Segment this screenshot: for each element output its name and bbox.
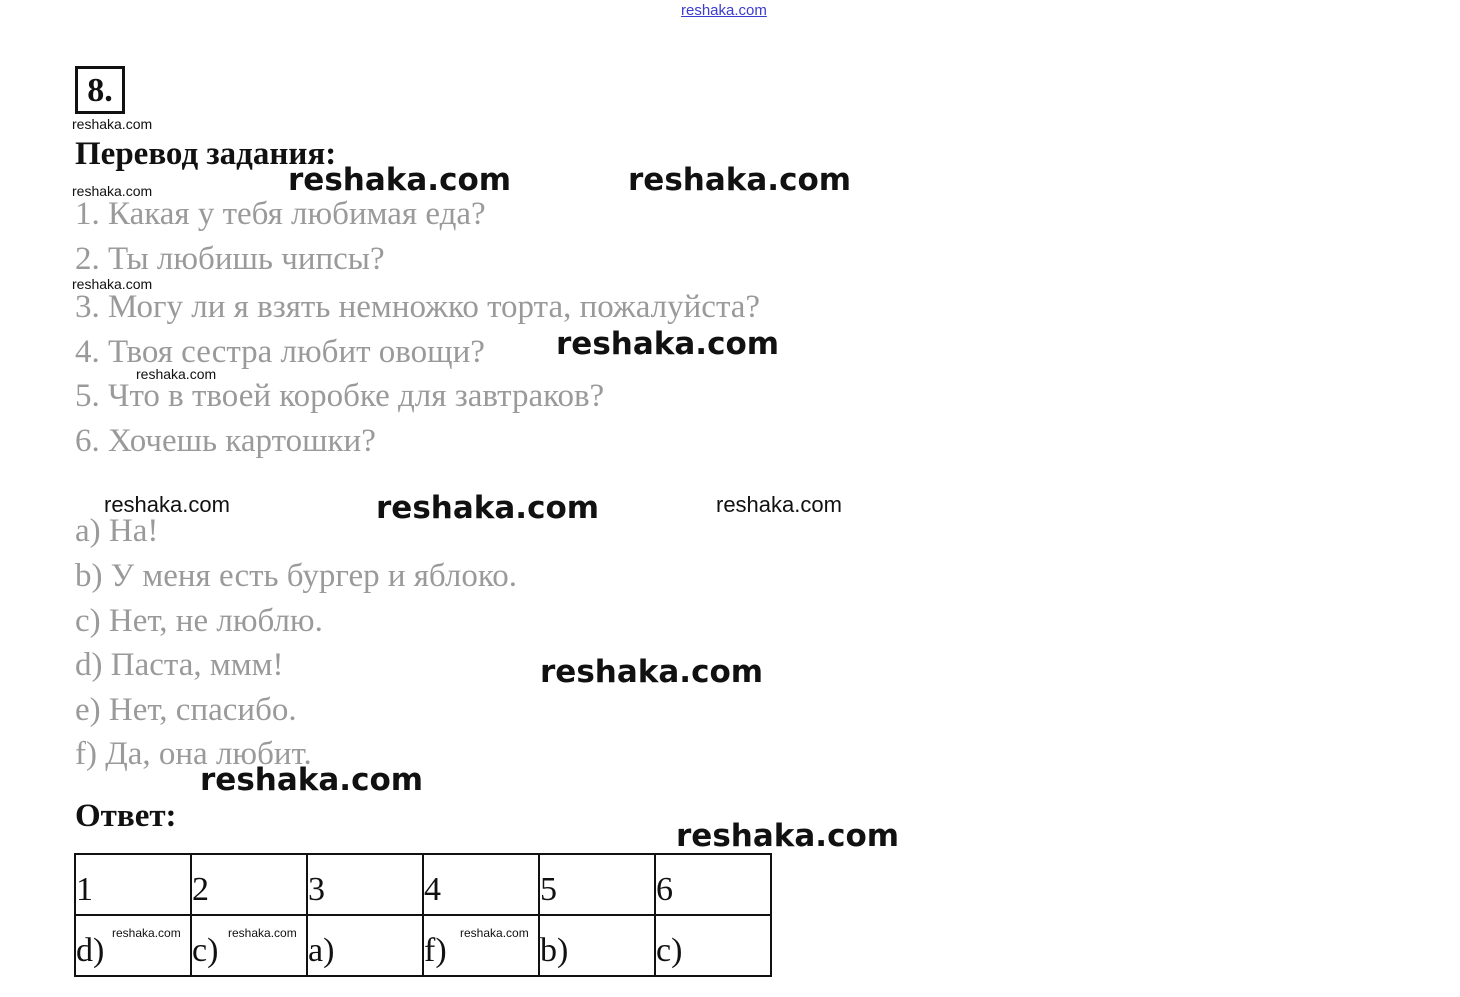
answer-f: f) Да, она любит. xyxy=(75,736,312,772)
table-cell: 5 xyxy=(539,854,655,915)
watermark: reshaka.com xyxy=(556,326,780,362)
task-number-box: 8. xyxy=(75,66,125,114)
watermark: reshaka.com xyxy=(676,818,900,854)
watermark: reshaka.com xyxy=(228,926,297,940)
table-cell: a) xyxy=(307,915,423,976)
table-cell: 2 xyxy=(191,854,307,915)
watermark: reshaka.com xyxy=(288,162,512,198)
answer-e: e) Нет, спасибо. xyxy=(75,692,297,728)
answer-a: a) На! xyxy=(75,513,159,549)
question-4: 4. Твоя сестра любит овощи? xyxy=(75,334,485,370)
watermark: reshaka.com xyxy=(136,366,217,382)
question-2: 2. Ты любишь чипсы? xyxy=(75,241,385,277)
answer-d: d) Паста, ммм! xyxy=(75,647,284,683)
answer-b: b) У меня есть бургер и яблоко. xyxy=(75,558,517,594)
table-cell: 4 xyxy=(423,854,539,915)
table-cell: d) reshaka.com xyxy=(75,915,191,976)
site-link[interactable]: reshaka.com xyxy=(681,2,767,19)
answer-table-number-row xyxy=(75,854,771,915)
question-1: 1. Какая у тебя любимая еда? xyxy=(75,196,486,232)
table-cell: 3 xyxy=(307,854,423,915)
question-3: 3. Могу ли я взять немножко торта, пожалуйста? xyxy=(75,289,761,325)
answer-table-letter-row xyxy=(75,915,771,976)
table-cell: 6 xyxy=(655,854,771,915)
watermark: reshaka.com xyxy=(460,926,529,940)
watermark: reshaka.com xyxy=(716,492,842,517)
table-cell: 1 xyxy=(75,854,191,915)
watermark: reshaka.com xyxy=(540,654,764,690)
table-cell: f) reshaka.com xyxy=(423,915,539,976)
table-cell: c) xyxy=(655,915,771,976)
watermark: reshaka.com xyxy=(72,116,153,132)
watermark: reshaka.com xyxy=(112,926,181,940)
table-cell: b) xyxy=(539,915,655,976)
answer-c: c) Нет, не люблю. xyxy=(75,603,323,639)
question-5: 5. Что в твоей коробке для завтраков? xyxy=(75,378,605,414)
watermark: reshaka.com xyxy=(72,183,153,199)
question-6: 6. Хочешь картошки? xyxy=(75,423,376,459)
watermark: reshaka.com xyxy=(628,162,852,198)
answer-table xyxy=(74,853,772,977)
translation-heading: Перевод задания: xyxy=(75,136,337,172)
table-cell: c) reshaka.com xyxy=(191,915,307,976)
watermark: reshaka.com xyxy=(104,492,230,517)
watermark: reshaka.com xyxy=(376,490,600,526)
watermark: reshaka.com xyxy=(200,762,424,798)
answer-heading: Ответ: xyxy=(75,798,177,834)
watermark: reshaka.com xyxy=(72,276,153,292)
